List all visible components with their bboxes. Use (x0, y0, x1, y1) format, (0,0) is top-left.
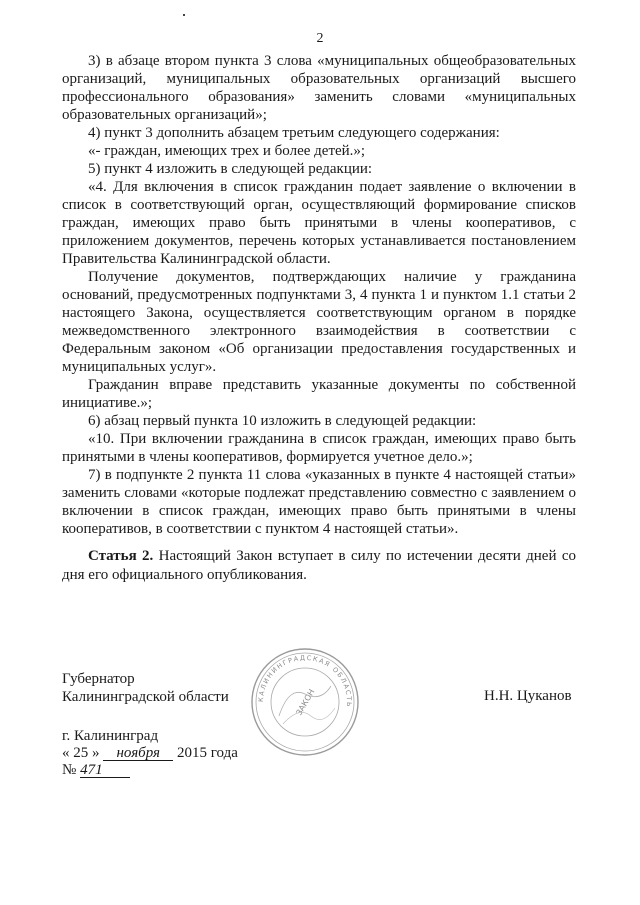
paragraph-item-6: 6) абзац первый пункта 10 изложить в следующей редакции: (88, 413, 477, 429)
seal-ring-text: КАЛИНИНГРАДСКАЯ ОБЛАСТЬ (256, 653, 354, 709)
date-day-close: » (88, 745, 100, 761)
date-year: 2015 года (177, 745, 238, 761)
paragraph-documents-receipt: Получение документов, подтверждающих наличие у гражданина оснований, предусмотренных подпунктами 3, 4 пункта 1 и пунктом 1.1 статьи 2 настоящего Закона, осуществляется соответствующим органом в порядке межведомственного электронного взаимодействия в соответствии с Федеральным законом «Об организации предоставления государственных и муниципальных услуг». (62, 269, 576, 375)
article-2 (62, 547, 576, 585)
signature-title (62, 670, 229, 706)
page-number: 2 (316, 31, 324, 46)
place-and-date (62, 728, 238, 779)
scan-speck (183, 14, 185, 16)
paragraph-item-3: 3) в абзаце втором пункта 3 слова «муниципальных общеобразовательных организаций, муниципальных образовательных организаций высшего профессионального образования» заменить словами «муниципальных образовательных организаций»; (62, 53, 576, 123)
paragraph-item-5: 5) пункт 4 изложить в следующей редакции: (88, 161, 373, 177)
paragraph-quote-families: «- граждан, имеющих трех и более детей.»; (88, 143, 366, 159)
number-label: № (62, 762, 77, 778)
paragraph-own-initiative: Гражданин вправе представить указанные документы по собственной инициативе.»; (62, 377, 576, 411)
official-seal-stamp (249, 646, 361, 758)
paragraph-point-10-new: «10. При включении гражданина в список граждан, имеющих право быть принятыми в члены кооперативов, формируется учетное дело.»; (62, 431, 576, 465)
article-2-heading: Статья 2. (88, 548, 154, 564)
document-body (62, 52, 576, 538)
paragraph-point-4-new: «4. Для включения в список гражданин подает заявление о включении в список в соответствующий орган, осуществляющий формирование списков граждан, имеющих право быть принятыми в члены кооперативов, с приложением документов, перечень которых устанавливается постановлением Правительства Калининградской области. (62, 179, 576, 267)
document-number: 471 (80, 763, 130, 778)
date-line (62, 745, 238, 762)
seal-center-text: ЗАКОН (294, 687, 317, 717)
signer-position: Губернатор (62, 671, 135, 687)
article-2-text: Настоящий Закон вступает в силу по истечении десяти дней со дня его официального опубликования. (62, 548, 576, 583)
signer-name: Н.Н. Цуканов (484, 688, 572, 704)
paragraph-item-4: 4) пункт 3 дополнить абзацем третьим следующего содержания: (88, 125, 500, 141)
city: г. Калининград (62, 728, 159, 744)
date-day: 25 (73, 745, 89, 761)
document-number-line (62, 762, 238, 779)
date-day-open: « (62, 745, 74, 761)
signer-region: Калининградской области (62, 689, 229, 705)
paragraph-item-7: 7) в подпункте 2 пункта 11 слова «указанных в пункте 4 настоящей статьи» заменить словами «которые подлежат представлению совместно с заявлением о включении в список граждан, имеющих право быть принятыми в члены кооперативов, в соответствии с пунктом 4 настоящей статьи». (62, 467, 576, 537)
date-month: ноября (103, 746, 173, 761)
